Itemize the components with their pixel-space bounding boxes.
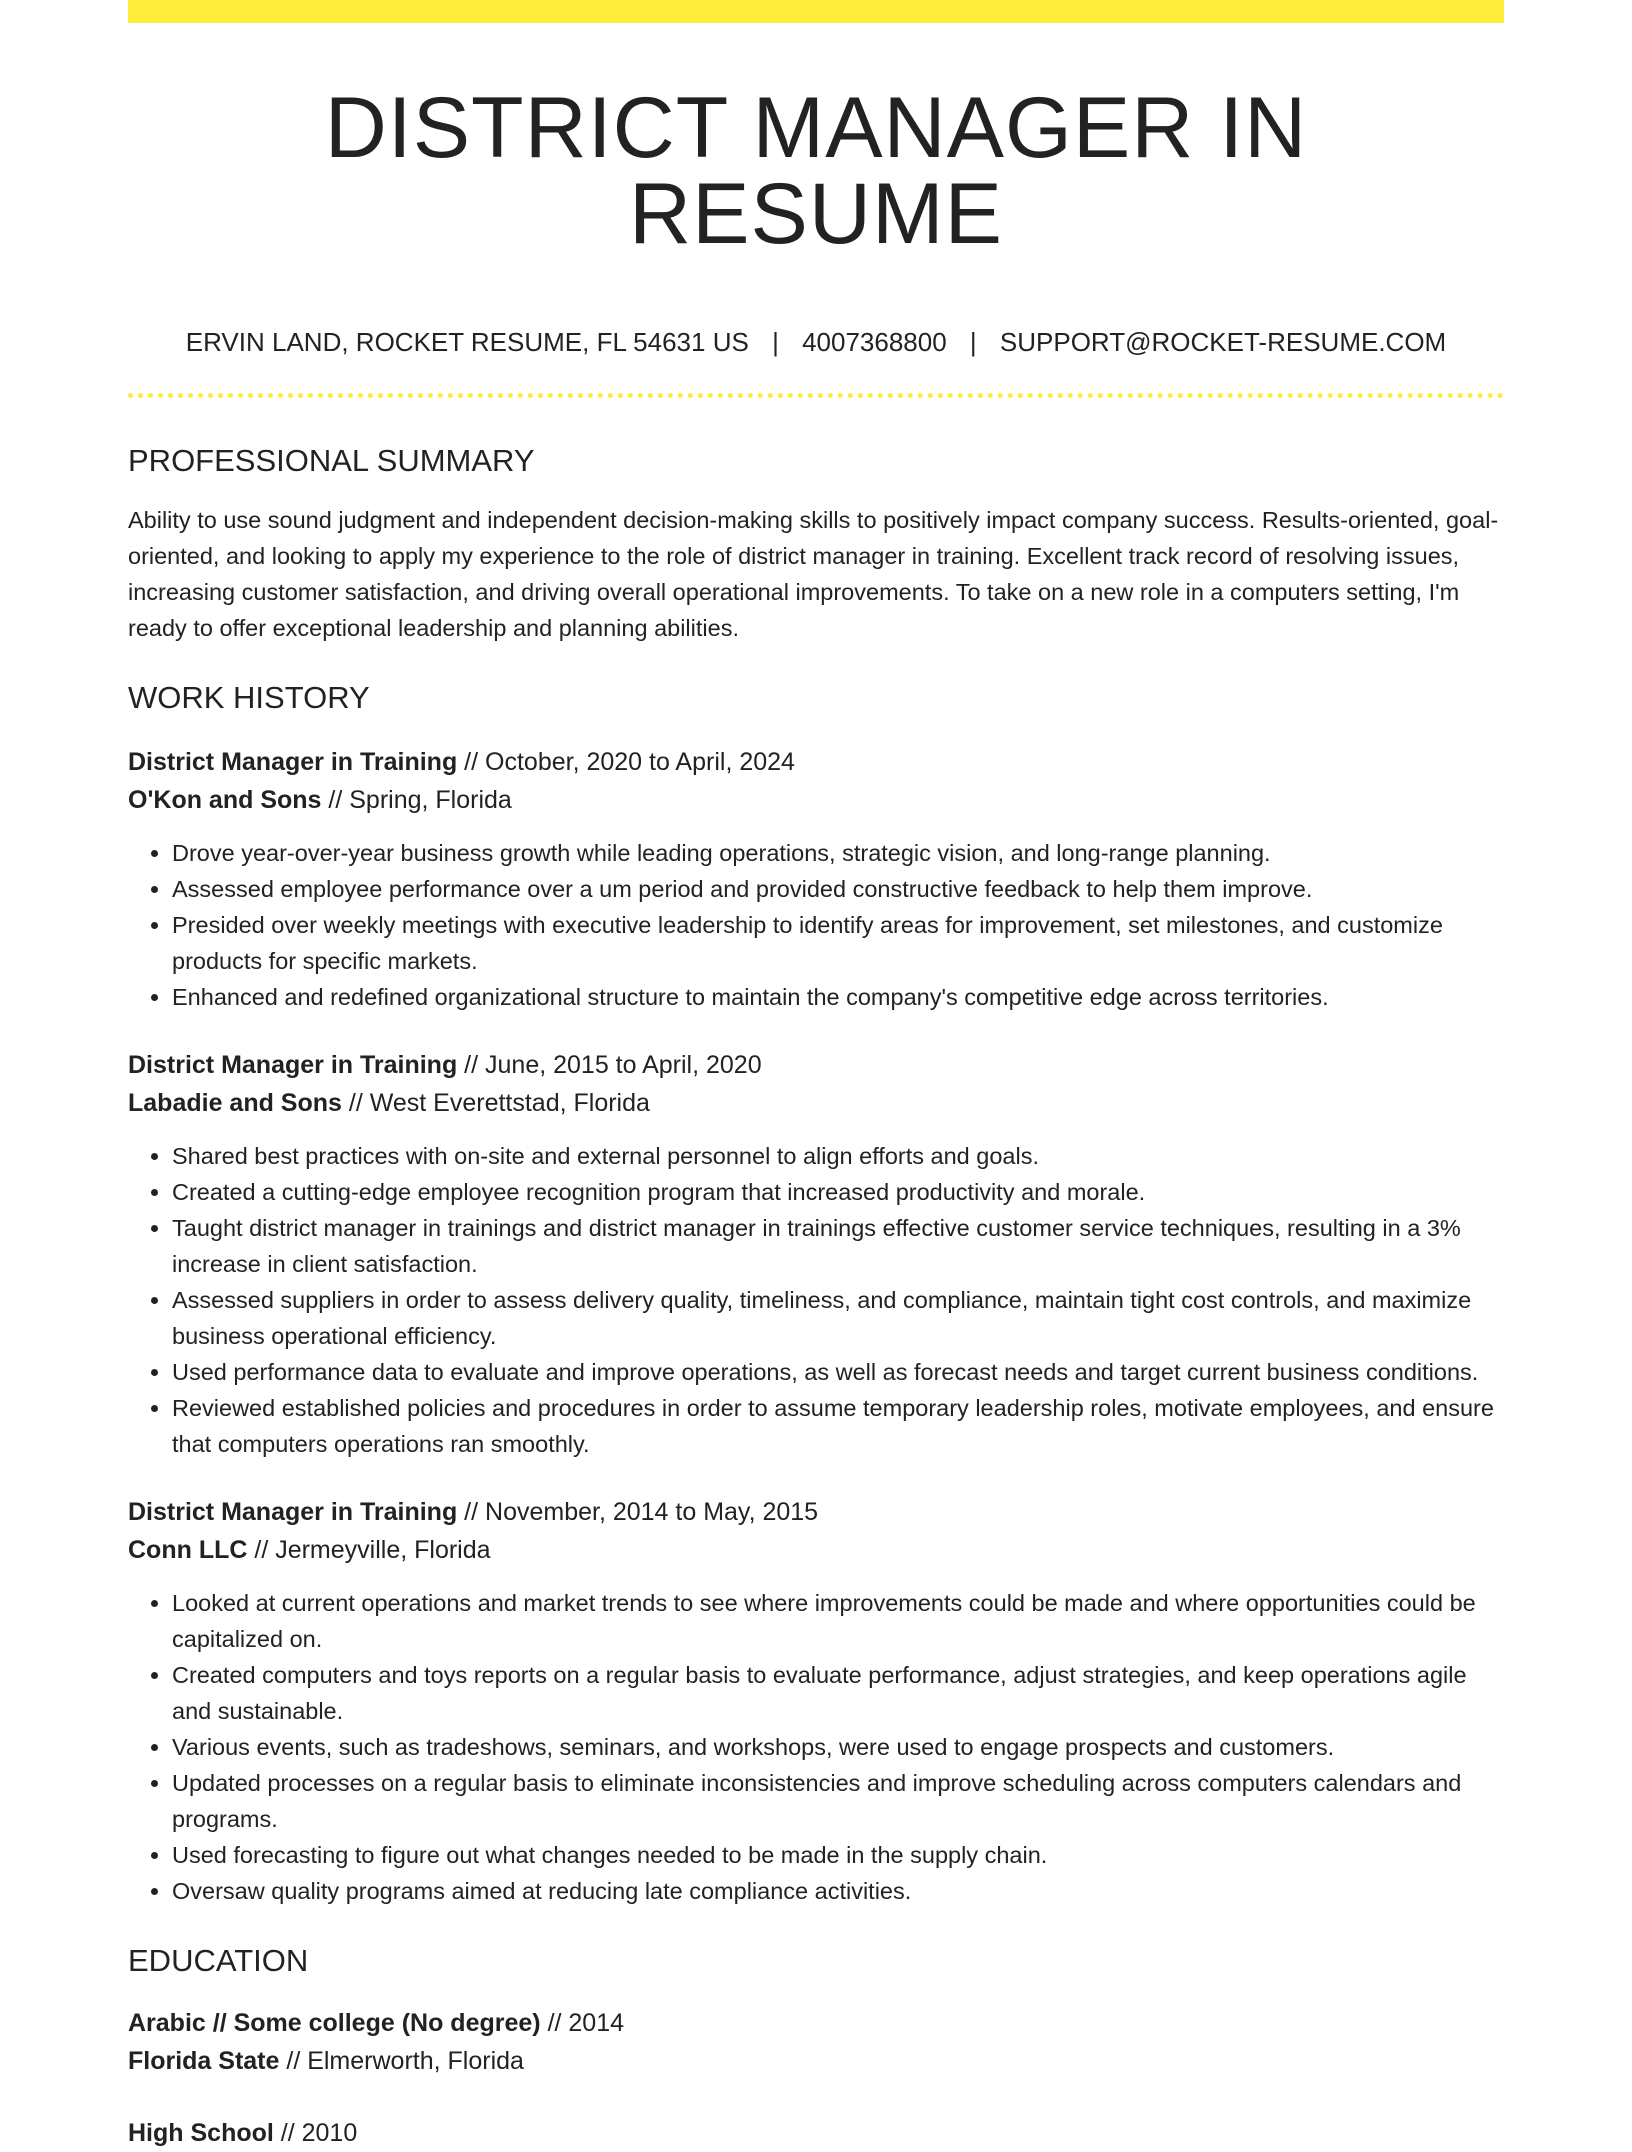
- list-item: • Enhanced and redefined organizational structure to maintain the company's competitive edge across territories.: [172, 979, 1504, 1015]
- job-entry: [128, 1046, 1504, 1462]
- list-item: • Created computers and toys reports on a regular basis to evaluate performance, adjust strategies, and keep operations agile and sustainable.: [172, 1657, 1504, 1729]
- job-company-line: [128, 781, 1504, 819]
- contact-separator: |: [969, 327, 977, 357]
- job-entry: [128, 1493, 1504, 1909]
- list-item: • Assessed suppliers in order to assess delivery quality, timeliness, and compliance, maintain tight cost controls, and maximize business operational efficiency.: [172, 1282, 1504, 1354]
- job-dates: // June, 2015 to April, 2020: [457, 1051, 762, 1079]
- job-bullets: [128, 835, 1504, 1015]
- job-title: District Manager in Training: [128, 748, 458, 776]
- education-entry: [128, 2114, 1504, 2152]
- accent-top-bar: [128, 0, 1504, 23]
- resume-page: [128, 0, 1504, 2152]
- list-item: • Created a cutting-edge employee recognition program that increased productivity and morale.: [172, 1174, 1504, 1210]
- education-year: // 2010: [273, 2119, 358, 2147]
- job-company: Conn LLC: [128, 1536, 248, 1564]
- job-dates: // October, 2020 to April, 2024: [457, 748, 795, 776]
- education-degree: High School: [128, 2119, 274, 2147]
- job-title: District Manager in Training: [128, 1498, 458, 1526]
- job-location: // Jermeyville, Florida: [247, 1536, 491, 1564]
- list-item: • Used performance data to evaluate and improve operations, as well as forecast needs and target current business conditions.: [172, 1354, 1504, 1390]
- list-item: • Various events, such as tradeshows, seminars, and workshops, were used to engage prospects and customers.: [172, 1729, 1504, 1765]
- list-item: • Looked at current operations and market trends to see where improvements could be made and where opportunities could be capitalized on.: [172, 1585, 1504, 1657]
- job-location: // Spring, Florida: [321, 786, 512, 814]
- list-item: • Shared best practices with on-site and external personnel to align efforts and goals.: [172, 1138, 1504, 1174]
- list-item: • Presided over weekly meetings with executive leadership to identify areas for improvement, set milestones, and customize products for specific markets.: [172, 907, 1504, 979]
- list-item: • Assessed employee performance over a um period and provided constructive feedback to help them improve.: [172, 871, 1504, 907]
- list-item: • Used forecasting to figure out what changes needed to be made in the supply chain.: [172, 1837, 1504, 1873]
- resume-title: DISTRICT MANAGER IN RESUME: [324, 80, 1308, 262]
- contact-address: ERVIN LAND, ROCKET RESUME, FL 54631 US: [185, 327, 749, 357]
- contact-phone[interactable]: 4007368800: [802, 327, 947, 357]
- job-company: O'Kon and Sons: [128, 786, 322, 814]
- job-dates: // November, 2014 to May, 2015: [457, 1498, 819, 1526]
- education-degree-line: [128, 2114, 1504, 2152]
- contact-line: [128, 329, 1504, 355]
- education-heading: EDUCATION: [128, 1943, 309, 1978]
- education-entry: [128, 2004, 1504, 2080]
- summary-heading: PROFESSIONAL SUMMARY: [128, 443, 535, 478]
- work-history-heading: WORK HISTORY: [128, 680, 370, 715]
- dotted-divider: [128, 393, 1504, 398]
- job-bullets: [128, 1585, 1504, 1909]
- job-title-line: [128, 1046, 1504, 1084]
- contact-email[interactable]: SUPPORT@ROCKET-RESUME.COM: [999, 327, 1447, 357]
- list-item: • Updated processes on a regular basis to eliminate inconsistencies and improve scheduling across computers calendars and programs.: [172, 1765, 1504, 1837]
- education-school: Florida State: [128, 2047, 280, 2075]
- summary-text: Ability to use sound judgment and independent decision-making skills to positively impact company success. Results-oriented, goal-oriented, and looking to apply my experience to the role of district manager in training. Excellent track record of resolving issues, increasing customer satisfaction, and driving overall operational improvements. To take on a new role in a computers setting, I'm ready to offer exceptional leadership and planning abilities.: [128, 507, 1499, 641]
- job-location: // West Everettstad, Florida: [341, 1089, 650, 1117]
- list-item: • Drove year-over-year business growth while leading operations, strategic vision, and long-range planning.: [172, 835, 1504, 871]
- education-school-line: [128, 2042, 1504, 2080]
- job-title-line: [128, 1493, 1504, 1531]
- list-item: • Taught district manager in trainings and district manager in trainings effective customer service techniques, resulting in a 3% increase in client satisfaction.: [172, 1210, 1504, 1282]
- job-title: District Manager in Training: [128, 1051, 458, 1079]
- job-company-line: [128, 1531, 1504, 1569]
- list-item: • Reviewed established policies and procedures in order to assume temporary leadership roles, motivate employees, and ensure that computers operations ran smoothly.: [172, 1390, 1504, 1462]
- job-company: Labadie and Sons: [128, 1089, 342, 1117]
- contact-separator: |: [772, 327, 779, 357]
- education-degree-line: [128, 2004, 1504, 2042]
- job-bullets: [128, 1138, 1504, 1462]
- education-location: // Elmerworth, Florida: [279, 2047, 524, 2075]
- job-title-line: [128, 743, 1504, 781]
- list-item: • Oversaw quality programs aimed at reducing late compliance activities.: [172, 1873, 1504, 1909]
- job-company-line: [128, 1084, 1504, 1122]
- education-year: // 2014: [540, 2009, 625, 2037]
- education-degree: Arabic // Some college (No degree): [128, 2009, 541, 2037]
- job-entry: [128, 743, 1504, 1015]
